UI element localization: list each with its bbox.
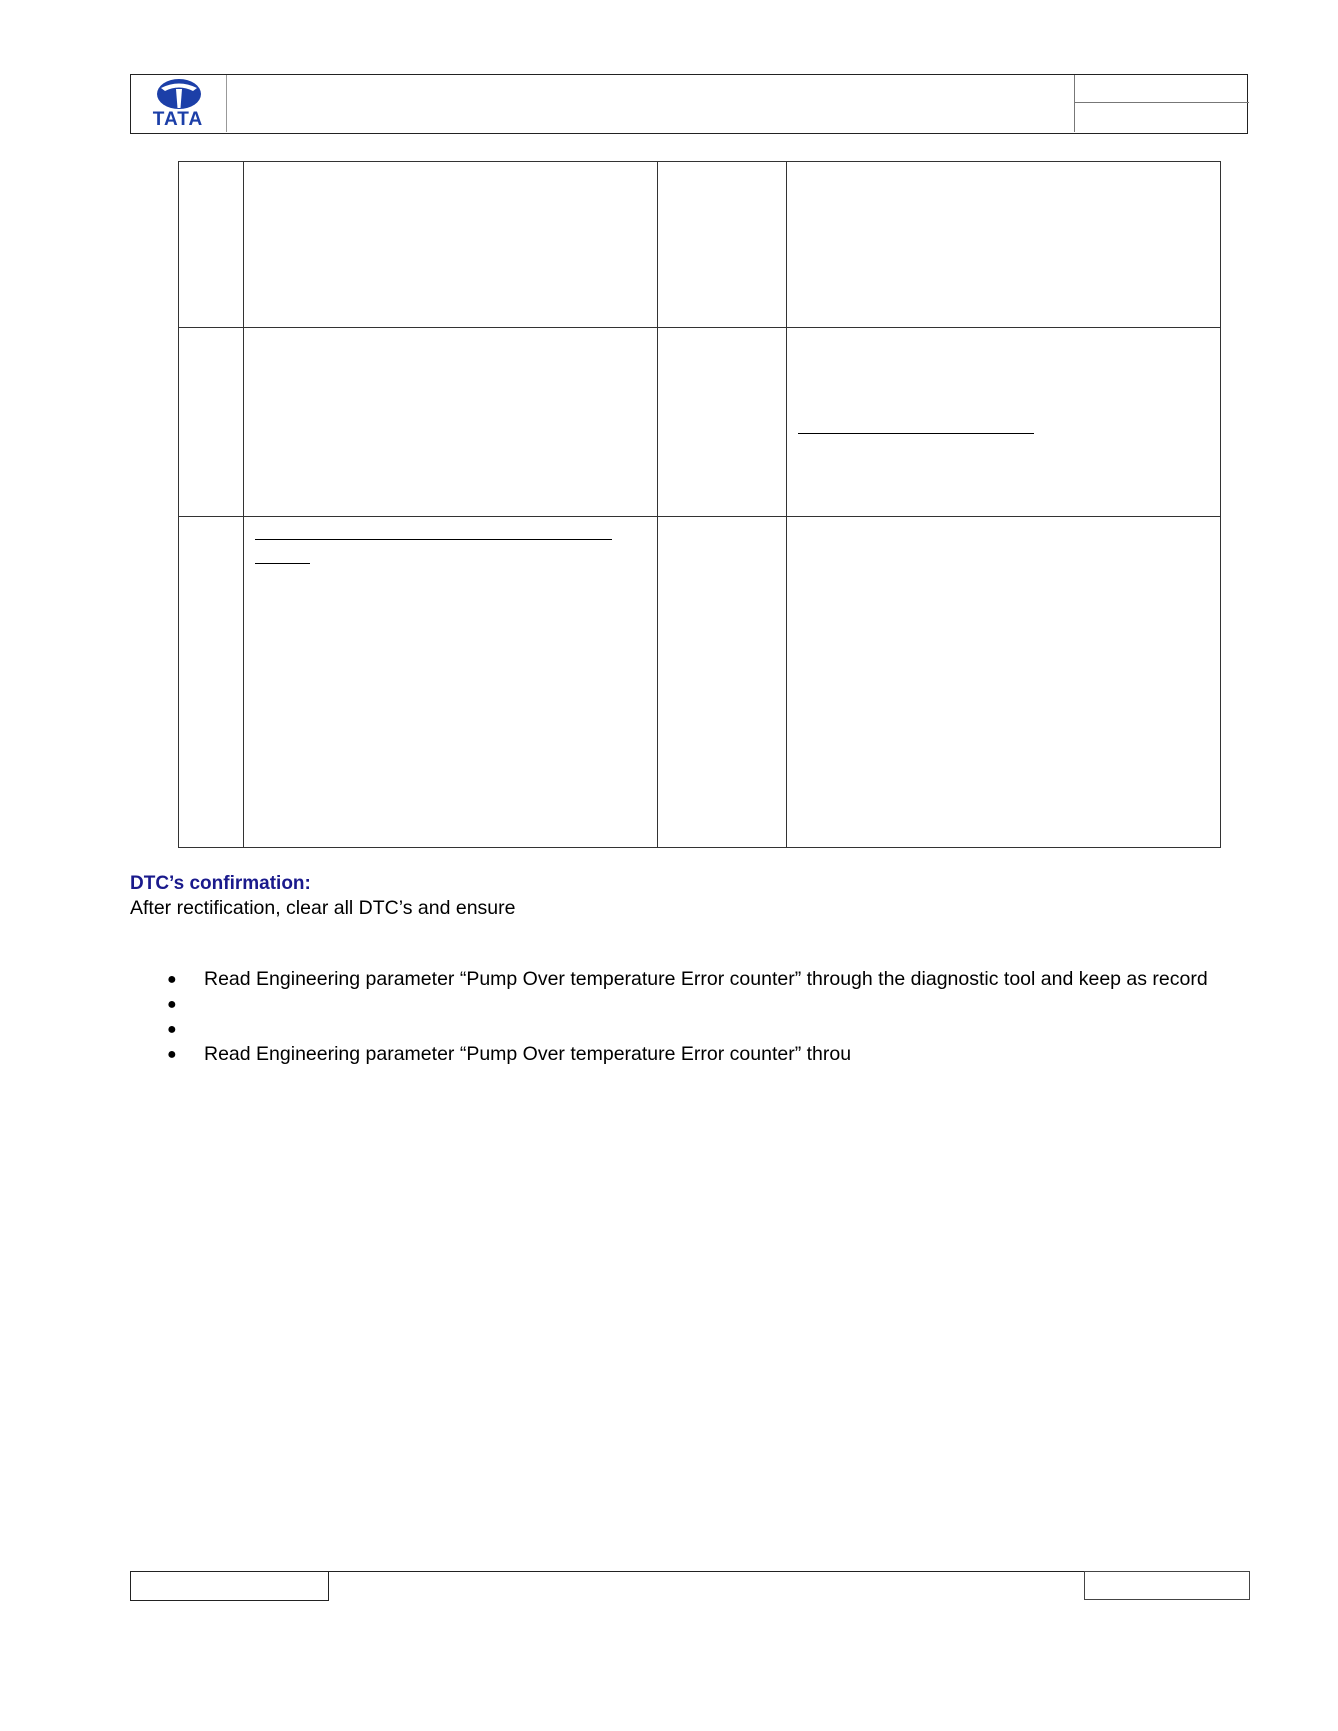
tata-logo-icon [155, 77, 203, 111]
logo-wordmark: TATA [152, 109, 204, 130]
underline-rule [255, 563, 310, 564]
table-column-divider [657, 162, 658, 847]
page-header [130, 74, 1248, 134]
footer-right-box [1084, 1571, 1250, 1600]
table-row-divider [179, 327, 1220, 328]
logo-cell [131, 75, 227, 132]
bullet-icon: ● [167, 996, 177, 1013]
bullet-icon: ● [167, 1021, 177, 1038]
list-item-text: Read Engineering parameter “Pump Over temperature Error counter” through the diagnostic tool and keep as record [204, 968, 1208, 990]
table-column-divider [243, 162, 244, 847]
header-info-divider [1075, 102, 1249, 103]
section-heading: DTC’s confirmation: [130, 873, 311, 894]
table-row-divider [179, 516, 1220, 517]
list-item-text: Read Engineering parameter “Pump Over temperature Error counter” throu [204, 1043, 852, 1065]
footer-left-box [130, 1571, 329, 1601]
table-column-divider [786, 162, 787, 847]
bullet-icon: ● [167, 971, 177, 988]
underline-rule [255, 539, 612, 540]
bullet-icon: ● [167, 1046, 177, 1063]
procedure-table [178, 161, 1221, 848]
section-intro: After rectification, clear all DTC’s and ensure [130, 897, 516, 919]
header-info-cell [1074, 75, 1248, 132]
underline-rule [798, 433, 1034, 434]
